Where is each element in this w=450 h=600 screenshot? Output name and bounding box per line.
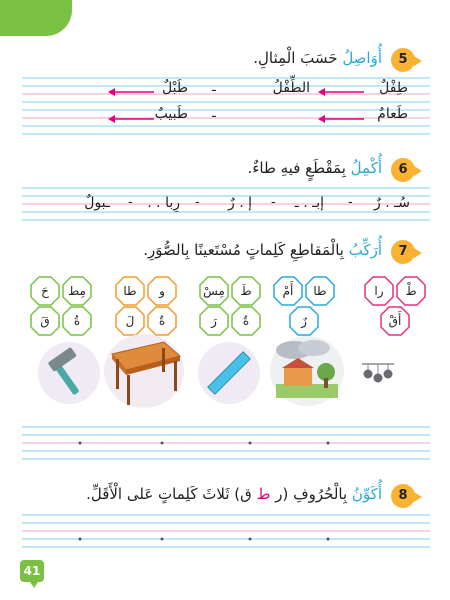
syllable-tile[interactable]: أَقْ xyxy=(380,306,410,336)
exercise-8-instruction xyxy=(86,485,382,503)
syllable-tile[interactable]: رٌ xyxy=(289,306,319,336)
exercise-5-instruction xyxy=(253,49,382,67)
hammer-icon xyxy=(38,342,100,404)
bells-icon xyxy=(358,342,398,404)
exercise-5-verb: أُوَاصِلُ xyxy=(342,49,382,67)
syllable-tile[interactable]: و xyxy=(147,276,177,306)
ex6-item-2: إبـ . ـ xyxy=(294,195,324,211)
exercise-6-instruction xyxy=(248,159,382,177)
ruler-icon xyxy=(198,342,260,404)
syllable-tile[interactable]: لَ xyxy=(115,306,145,336)
syllable-tile[interactable]: طا xyxy=(305,276,335,306)
syllable-tile[interactable]: ةٌ xyxy=(147,306,177,336)
exercise-5-writing-lines xyxy=(22,77,430,135)
exercise-8-verb: أُكَوِّنُ xyxy=(351,485,382,503)
arrow-icon xyxy=(108,88,156,96)
ex6-dash: - xyxy=(348,195,353,210)
exercise-7-badge: 7 xyxy=(391,240,415,264)
ex5-row1-word3: طَبْلٌ xyxy=(162,80,188,96)
ex5-row2-word3: طَبيبٌ xyxy=(154,106,188,122)
syllable-tile[interactable]: مِط xyxy=(62,276,92,306)
ex6-item-4: رِبا . . xyxy=(147,195,180,211)
ex5-row1-word1: طِفْلٌ xyxy=(379,80,408,96)
syllable-tile[interactable]: أَمْ xyxy=(273,276,303,306)
hammer-picture xyxy=(38,342,100,404)
syllable-tile[interactable]: طَ xyxy=(231,276,261,306)
ex5-row2-word1: طَعامٌ xyxy=(377,106,408,122)
arrow-icon xyxy=(318,88,366,96)
syllable-tile[interactable]: مِسْ xyxy=(199,276,229,306)
exercise-7-writing-lines xyxy=(22,426,430,462)
syllable-tile[interactable]: رَ xyxy=(199,306,229,336)
exercise-8-rest: بِالْحُرُوفِ (ر xyxy=(270,485,352,503)
exercise-7-instruction xyxy=(143,241,382,259)
exercise-8-rest2: ق) ثَلاثَ كَلِماتٍ عَلى الْأَقَلِّ. xyxy=(86,485,257,503)
corner-tab xyxy=(0,0,72,36)
exercise-6-verb: أُكْمِلُ xyxy=(350,159,382,177)
ex6-item-5: ـبولٌ xyxy=(84,195,110,211)
exercise-6-badge: 6 xyxy=(391,158,415,182)
ex6-dash: - xyxy=(128,195,133,210)
exercise-5-rest: حَسَبَ الْمِثالِ. xyxy=(253,49,343,67)
syllable-tile[interactable]: ةُ xyxy=(62,306,92,336)
ruler-picture xyxy=(198,342,260,404)
exercise-5-badge: 5 xyxy=(391,48,415,72)
exercise-7-rest: بِالْمَقاطِعِ كَلِماتٍ مُسْتَعينًا بِالصُّوَرِ. xyxy=(143,241,349,259)
table-icon xyxy=(104,334,184,408)
ex5-row2-dash: ـ xyxy=(212,106,216,121)
arrow-icon xyxy=(108,115,156,123)
house-icon xyxy=(270,336,344,406)
exercise-8-writing-lines xyxy=(22,514,430,550)
ex6-item-3: إ . رٌ xyxy=(227,195,252,211)
exercise-8-letter: ط xyxy=(256,485,271,503)
ex6-dash: - xyxy=(271,195,276,210)
table-picture xyxy=(104,334,184,408)
syllable-tile[interactable]: طْ xyxy=(396,276,426,306)
rainy-house-picture xyxy=(270,336,344,406)
syllable-tile[interactable]: قَ xyxy=(30,306,60,336)
ex5-row1-word2: الطِّفْلُ xyxy=(272,80,310,96)
page-number: 41 xyxy=(20,560,44,582)
ex6-dash: - xyxy=(195,195,200,210)
ex5-row1-dash: ـ xyxy=(212,80,216,95)
ex6-item-1: سُـ . رٌ xyxy=(374,195,410,211)
exercise-6-writing-lines xyxy=(22,187,430,223)
syllable-tile[interactable]: طا xyxy=(115,276,145,306)
syllable-tile[interactable]: ةٌ xyxy=(231,306,261,336)
arrow-icon xyxy=(318,115,366,123)
exercise-7-verb: أُرَكِّبُ xyxy=(348,241,382,259)
syllable-tile[interactable]: حَ xyxy=(30,276,60,306)
syllable-tile[interactable]: را xyxy=(364,276,394,306)
exercise-6-rest: بِمَقْطَعٍ فيهِ طاءٌ. xyxy=(247,159,351,177)
exercise-8-badge: 8 xyxy=(391,484,415,508)
bells-picture xyxy=(358,342,398,404)
